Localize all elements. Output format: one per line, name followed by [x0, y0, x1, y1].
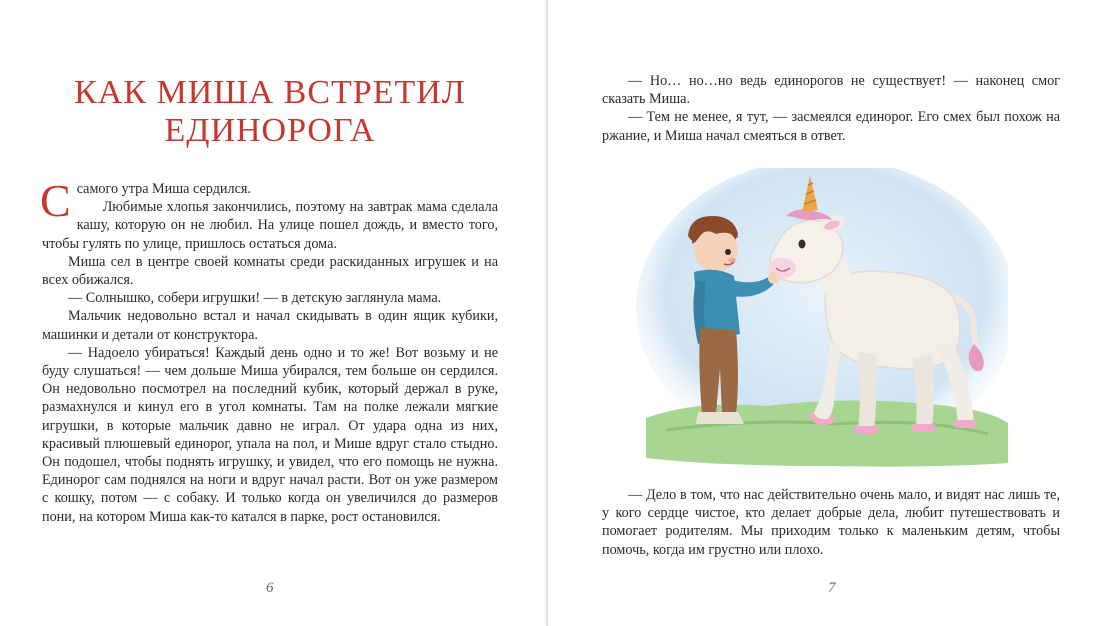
chapter-title-line-2: ЕДИНОРОГА: [164, 112, 376, 149]
right-bottom-text: [602, 486, 1060, 559]
boy-hand: [768, 272, 780, 284]
boy-shoes: [696, 412, 744, 424]
chapter-title: [40, 74, 500, 150]
left-body-text: [40, 175, 498, 526]
paragraph: Миша сел в центре своей комнаты среди раскиданных игрушек и на всех обижался.: [42, 253, 498, 289]
paragraph: — Но… но…но ведь единорогов не существует! — наконец смог сказать Миша.: [602, 73, 1060, 108]
drop-cap: С: [40, 175, 71, 226]
paragraph: Мальчик недовольно встал и начал скидывать в один ящик кубики, машинки и детали от конструктора.: [42, 308, 498, 343]
paragraph: — Тем не менее, я тут, — засмеялся единорог. Его смех был похож на ржание, и Миша начал смеяться в ответ.: [602, 109, 1060, 144]
boy-and-unicorn-illustration: [636, 168, 1008, 468]
paragraph: Любимые хлопья закончились, поэтому на завтрак мама сделала кашу, которую он не любил. На улице пошел дождь, и вместо того, чтобы гулять по улице, пришлось остаться дома.: [42, 199, 498, 252]
unicorn-front-leg-2: [858, 352, 877, 430]
unicorn-eye: [799, 240, 806, 249]
right-top-text: [602, 72, 1060, 145]
paragraph: — Солнышко, собери игрушки! — в детскую заглянула мама.: [68, 290, 442, 307]
boy-eye: [725, 249, 731, 255]
chapter-title-line-1: КАК МИША ВСТРЕТИЛ: [74, 74, 466, 111]
paragraph: — Надоело убираться! Каждый день одно и то же! Вот возьму и не буду слушаться! — чем дольше Миша убирался, тем больше он сердился. Он недовольно посмотрел на последний кубик, который держал в руке, размахнулся и кинул его в угол комнаты. Там на полке лежали мягкие игрушки, в которые мальчик давно не играл. От удара одна из них, красивый плюшевый единорог, упала на пол, и Мише вдруг стало стыдно. Он подошел, чтобы поднять игрушку, и увидел, что его помощь не нужна. Единорог сам поднялся на ноги и вдруг начал расти. Вот он уже размером с кошку, потом — с собаку. И только когда он увеличился до размеров пони, на котором Миша как-то катался в парке, рост остановился.: [42, 344, 498, 525]
page-number-left: 6: [266, 580, 274, 596]
opening-text: самого утра Миша сердился.: [76, 181, 251, 197]
paragraph: — Дело в том, что нас действительно очень мало, и видят нас лишь те, у кого сердце чистое, кто делает добрые дела, любит путешествовать и помогает родителям. Мы приходим только к маленьким детям, чтобы помочь, когда им грустно или плохо.: [602, 487, 1060, 558]
page-number-right: 7: [828, 580, 836, 596]
